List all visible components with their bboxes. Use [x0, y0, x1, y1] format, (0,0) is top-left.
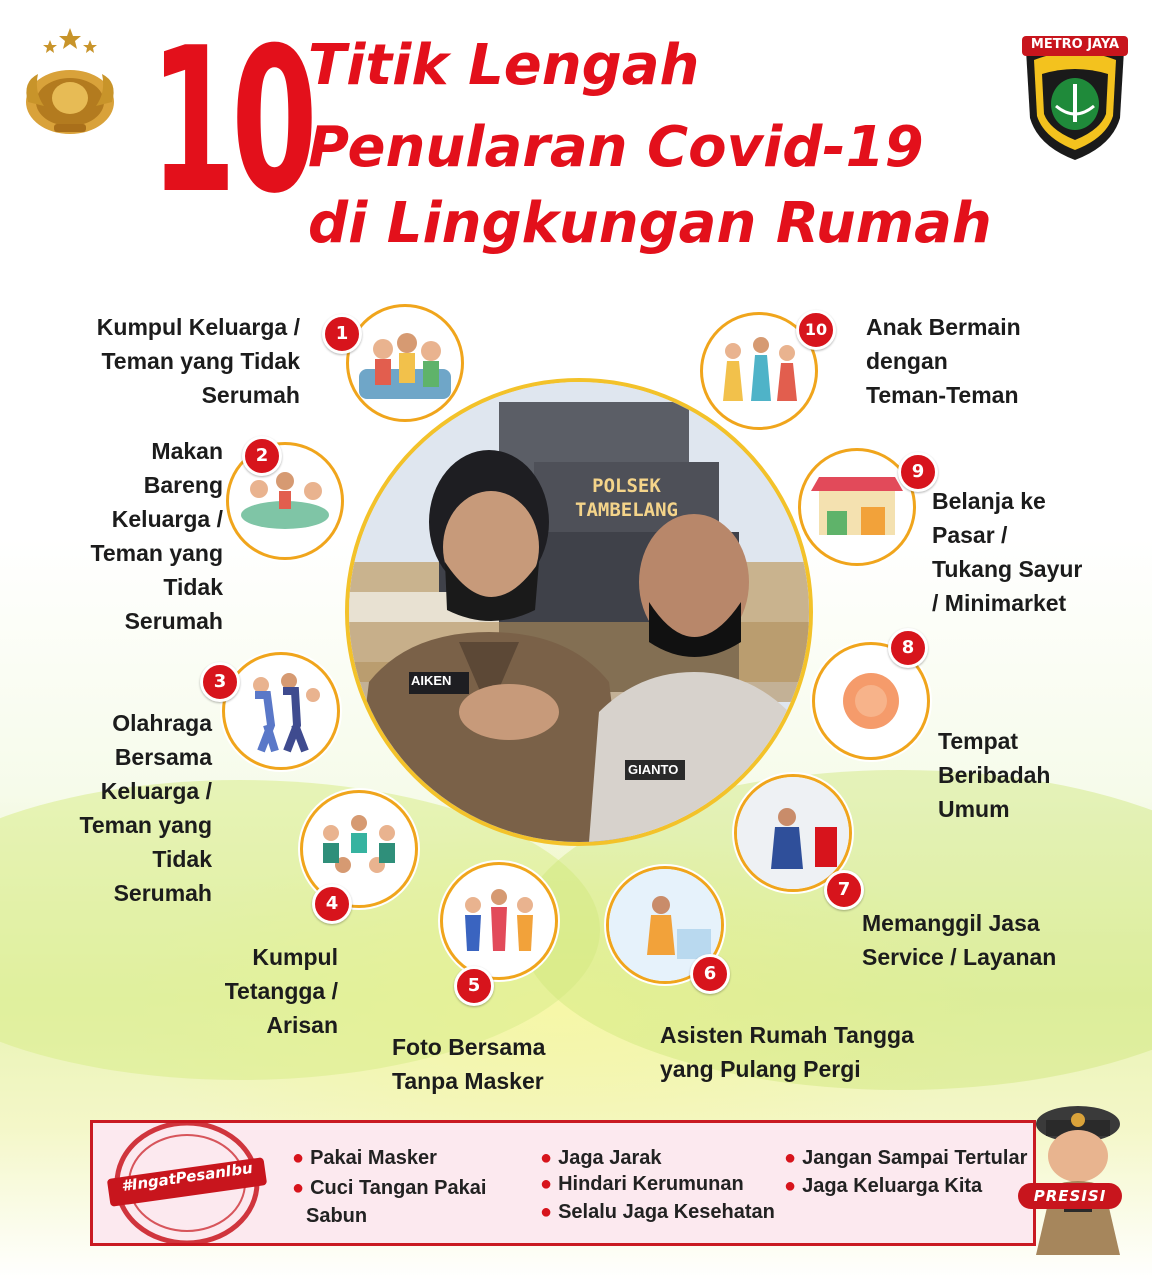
- item-8-label: [938, 724, 1050, 826]
- item-2-line-5: Tidak: [163, 574, 223, 600]
- family-gathering-icon: [349, 307, 461, 419]
- item-9-line-2: Pasar /: [932, 522, 1008, 548]
- item-5-line-2: Tanpa Masker: [392, 1068, 544, 1094]
- tip-col2-item-2: [540, 1170, 744, 1198]
- title-line-2: Penularan Covid-19: [308, 115, 924, 180]
- item-10-label: [866, 310, 1021, 412]
- item-2-number-badge: 2: [242, 436, 282, 476]
- building-sign: [534, 474, 719, 522]
- tip-col2-item-1: [540, 1144, 662, 1172]
- bullet-icon: ●: [784, 1175, 797, 1197]
- building-sign-line-1: POLSEK: [592, 475, 661, 497]
- tip-text: Selalu Jaga Kesehatan: [558, 1201, 775, 1223]
- officers-photo-illustration: [349, 382, 809, 842]
- item-5-number-badge: 5: [454, 966, 494, 1006]
- police-emblem-icon: [14, 22, 126, 142]
- item-10-number-badge: 10: [796, 310, 836, 350]
- item-2-line-3: Keluarga /: [111, 506, 223, 532]
- market-stall-icon: [801, 451, 913, 563]
- item-4-label: [225, 940, 338, 1042]
- building-sign-line-2: TAMBELANG: [575, 499, 678, 521]
- item-2-line-6: Serumah: [124, 608, 223, 634]
- presisi-badge: PRESISI: [1018, 1183, 1122, 1209]
- item-4-line-3: Arisan: [266, 1012, 338, 1038]
- item-3-number-badge: 3: [200, 662, 240, 702]
- item-4-number-badge: 4: [312, 884, 352, 924]
- tip-col1-item-2-cont: [306, 1202, 367, 1230]
- item-9-number-badge: 9: [898, 452, 938, 492]
- item-8-line-1: Tempat: [938, 728, 1019, 754]
- item-6-line-2: yang Pulang Pergi: [660, 1056, 861, 1082]
- name-tag-right: GIANTO: [628, 762, 679, 777]
- item-9-line-1: Belanja ke: [932, 488, 1046, 514]
- tip-text: Jangan Sampai Tertular: [802, 1147, 1028, 1169]
- tip-col2-item-3: [540, 1198, 775, 1226]
- item-2-line-1: Makan: [151, 438, 223, 464]
- item-7-number-badge: 7: [824, 870, 864, 910]
- item-5-label: [392, 1030, 545, 1098]
- item-1-illustration: [346, 304, 464, 422]
- tip-col1-item-1: [292, 1144, 437, 1172]
- item-6-label: [660, 1018, 914, 1086]
- center-photo: [345, 378, 813, 846]
- item-7-line-1: Memanggil Jasa: [862, 910, 1040, 936]
- item-2-label: [91, 434, 224, 638]
- metro-jaya-label: METRO JAYA: [1030, 37, 1120, 52]
- item-8-line-2: Beribadah: [938, 762, 1051, 788]
- stamp-label: #IngatPesanIbu: [120, 1158, 254, 1196]
- bullet-icon: ●: [540, 1173, 553, 1195]
- item-3-line-4: Teman yang: [79, 812, 212, 838]
- item-2-line-4: Teman yang: [90, 540, 223, 566]
- item-10-line-3: Teman-Teman: [866, 382, 1019, 408]
- tip-text: Hindari Kerumunan: [558, 1173, 744, 1195]
- item-10-line-1: Anak Bermain: [866, 314, 1021, 340]
- item-8-number-badge: 8: [888, 628, 928, 668]
- item-3-line-6: Serumah: [113, 880, 212, 906]
- item-4-line-1: Kumpul: [252, 944, 338, 970]
- item-9-line-3: Tukang Sayur: [932, 556, 1083, 582]
- bullet-icon: ●: [540, 1201, 553, 1223]
- police-mascot-icon: [1016, 1090, 1141, 1255]
- item-3-line-3: Keluarga /: [100, 778, 212, 804]
- bullet-icon: ●: [292, 1147, 305, 1169]
- item-9-line-4: / Minimarket: [932, 590, 1067, 616]
- item-1-line-1: Kumpul Keluarga /: [96, 314, 300, 340]
- item-3-illustration: [222, 652, 340, 770]
- title-line-3: di Lingkungan Rumah: [308, 191, 992, 256]
- item-1-label: [97, 310, 300, 412]
- item-4-line-2: Tetangga /: [224, 978, 338, 1004]
- item-6-line-1: Asisten Rumah Tangga: [660, 1022, 914, 1048]
- group-photo-icon: [443, 865, 555, 977]
- tip-text: Jaga Keluarga Kita: [802, 1175, 983, 1197]
- tip-text: Jaga Jarak: [558, 1147, 662, 1169]
- bullet-icon: ●: [540, 1147, 553, 1169]
- tip-text: Cuci Tangan Pakai: [310, 1177, 487, 1199]
- bullet-icon: ●: [292, 1177, 305, 1199]
- item-8-line-3: Umum: [938, 796, 1010, 822]
- title-line-1: Titik Lengah: [308, 33, 700, 98]
- item-3-line-2: Bersama: [114, 744, 212, 770]
- tip-col1-item-2: [292, 1174, 486, 1202]
- item-3-line-5: Tidak: [152, 846, 212, 872]
- tip-col3-item-2: [784, 1172, 982, 1200]
- item-5-illustration: [440, 862, 558, 980]
- item-3-line-1: Olahraga: [112, 710, 212, 736]
- item-7-label: [862, 906, 1056, 974]
- exercise-together-icon: [225, 655, 337, 767]
- item-7-line-2: Service / Layanan: [862, 944, 1057, 970]
- tip-col3-item-1: [784, 1144, 1027, 1172]
- item-1-line-2: Teman yang Tidak: [101, 348, 300, 374]
- title-number: 10: [150, 5, 313, 238]
- item-6-number-badge: 6: [690, 954, 730, 994]
- tip-text: Sabun: [306, 1205, 368, 1227]
- item-2-line-2: Bareng: [143, 472, 223, 498]
- item-1-line-3: Serumah: [201, 382, 300, 408]
- tip-text: Pakai Masker: [310, 1147, 437, 1169]
- item-5-line-1: Foto Bersama: [392, 1034, 546, 1060]
- item-1-number-badge: 1: [322, 314, 362, 354]
- item-10-line-2: dengan: [866, 348, 948, 374]
- name-tag-left: AIKEN: [411, 673, 452, 688]
- item-9-label: [932, 484, 1082, 620]
- item-3-label: [80, 706, 213, 910]
- bullet-icon: ●: [784, 1147, 797, 1169]
